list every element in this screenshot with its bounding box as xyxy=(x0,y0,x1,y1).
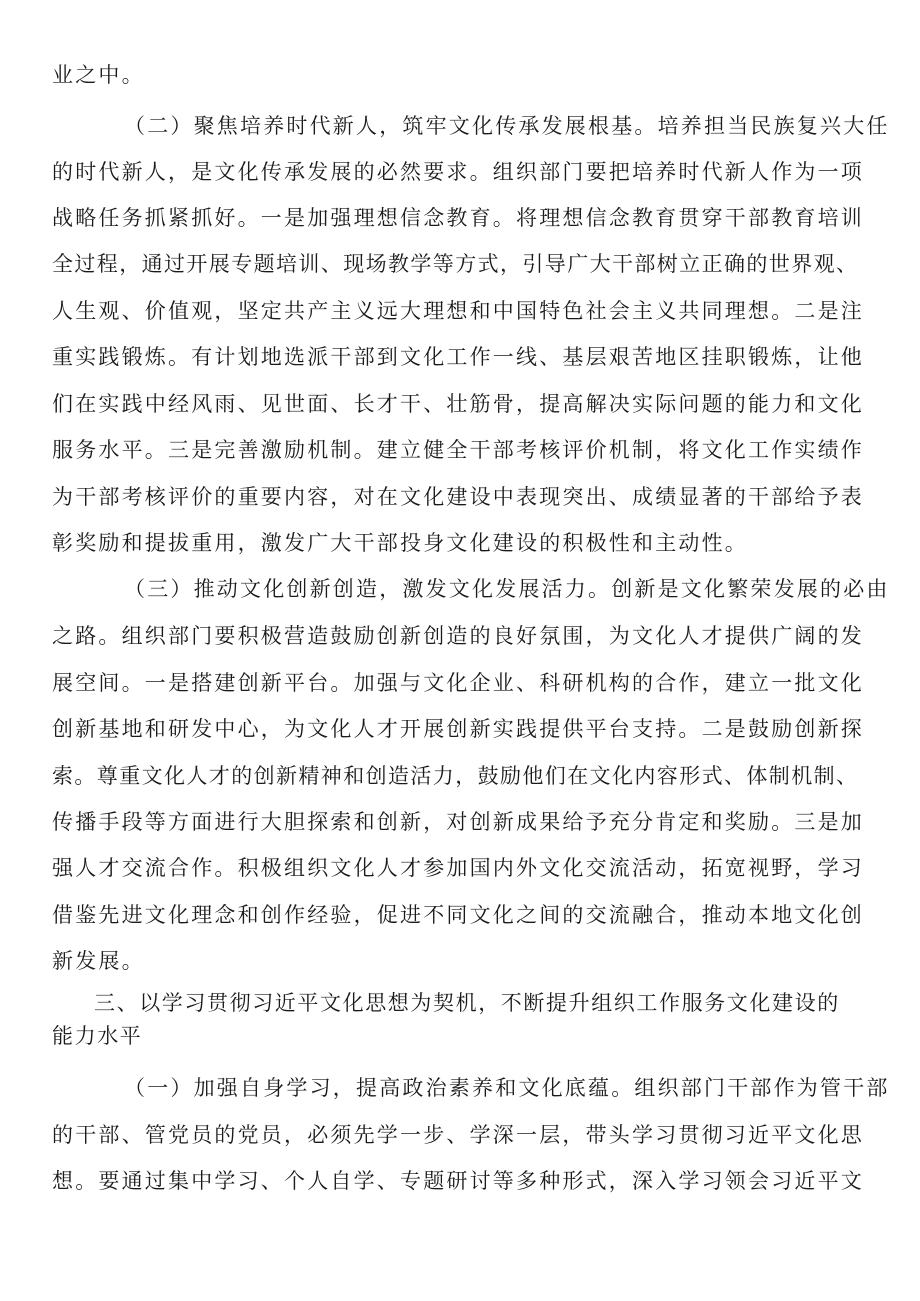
body-text-line: 之路。组织部门要积极营造鼓励创新创造的良好氛围，为文化人才提供广阔的发 xyxy=(52,624,864,648)
body-text-line: 展空间。一是搭建创新平台。加强与文化企业、科研机构的合作，建立一批文化 xyxy=(52,671,864,695)
body-text-line: 业之中。 xyxy=(52,63,145,87)
body-text-line: 的干部、管党员的党员，必须先学一步、学深一层，带头学习贯彻习近平文化思 xyxy=(52,1123,864,1147)
body-text-line: 为干部考核评价的重要内容，对在文化建设中表现突出、成绩显著的干部给予表 xyxy=(52,485,864,509)
section-subheading-line: （三）推动文化创新创造，激发文化发展活力。创新是文化繁荣发展的必由 xyxy=(124,577,890,601)
section-heading-line: 三、以学习贯彻习近平文化思想为契机，不断提升组织工作服务文化建设的 xyxy=(94,991,840,1015)
section-subheading-line: （二）聚焦培养时代新人，筑牢文化传承发展根基。培养担当民族复兴大任 xyxy=(124,114,890,138)
body-text-line: 索。尊重文化人才的创新精神和创造活力，鼓励他们在文化内容形式、体制机制、 xyxy=(52,764,859,788)
body-text-line: 战略任务抓紧抓好。一是加强理想信念教育。将理想信念教育贯穿干部教育培训 xyxy=(52,206,864,230)
body-text-line: 创新基地和研发中心，为文化人才开展创新实践提供平台支持。二是鼓励创新探 xyxy=(52,717,864,741)
section-subheading-line: （一）加强自身学习，提高政治素养和文化底蕴。组织部门干部作为管干部 xyxy=(124,1076,890,1100)
body-text-line: 强人才交流合作。积极组织文化人才参加国内外文化交流活动，拓宽视野，学习 xyxy=(52,856,864,880)
body-text-line: 传播手段等方面进行大胆探索和创新，对创新成果给予充分肯定和奖励。三是加 xyxy=(52,810,864,834)
body-text-line: 想。要通过集中学习、个人自学、专题研讨等多种形式，深入学习领会习近平文 xyxy=(52,1169,864,1193)
document-page xyxy=(52,0,890,1301)
body-text-line: 全过程，通过开展专题培训、现场教学等方式，引导广大干部树立正确的世界观、 xyxy=(52,252,859,276)
body-text-line: 的时代新人，是文化传承发展的必然要求。组织部门要把培养时代新人作为一项 xyxy=(52,160,864,184)
body-text-line: 彰奖励和提拔重用，激发广大干部投身文化建设的积极性和主动性。 xyxy=(52,531,748,555)
body-text-line: 们在实践中经风雨、见世面、长才干、壮筋骨，提高解决实际问题的能力和文化 xyxy=(52,392,864,416)
body-text-line: 借鉴先进文化理念和创作经验，促进不同文化之间的交流融合，推动本地文化创 xyxy=(52,903,864,927)
body-text-line: 重实践锻炼。有计划地选派干部到文化工作一线、基层艰苦地区挂职锻炼，让他 xyxy=(52,345,864,369)
body-text-line: 新发展。 xyxy=(52,949,145,973)
section-heading-line: 能力水平 xyxy=(52,1024,143,1048)
body-text-line: 服务水平。三是完善激励机制。建立健全干部考核评价机制，将文化工作实绩作 xyxy=(52,438,864,462)
body-text-line: 人生观、价值观，坚定共产主义远大理想和中国特色社会主义共同理想。二是注 xyxy=(52,299,864,323)
